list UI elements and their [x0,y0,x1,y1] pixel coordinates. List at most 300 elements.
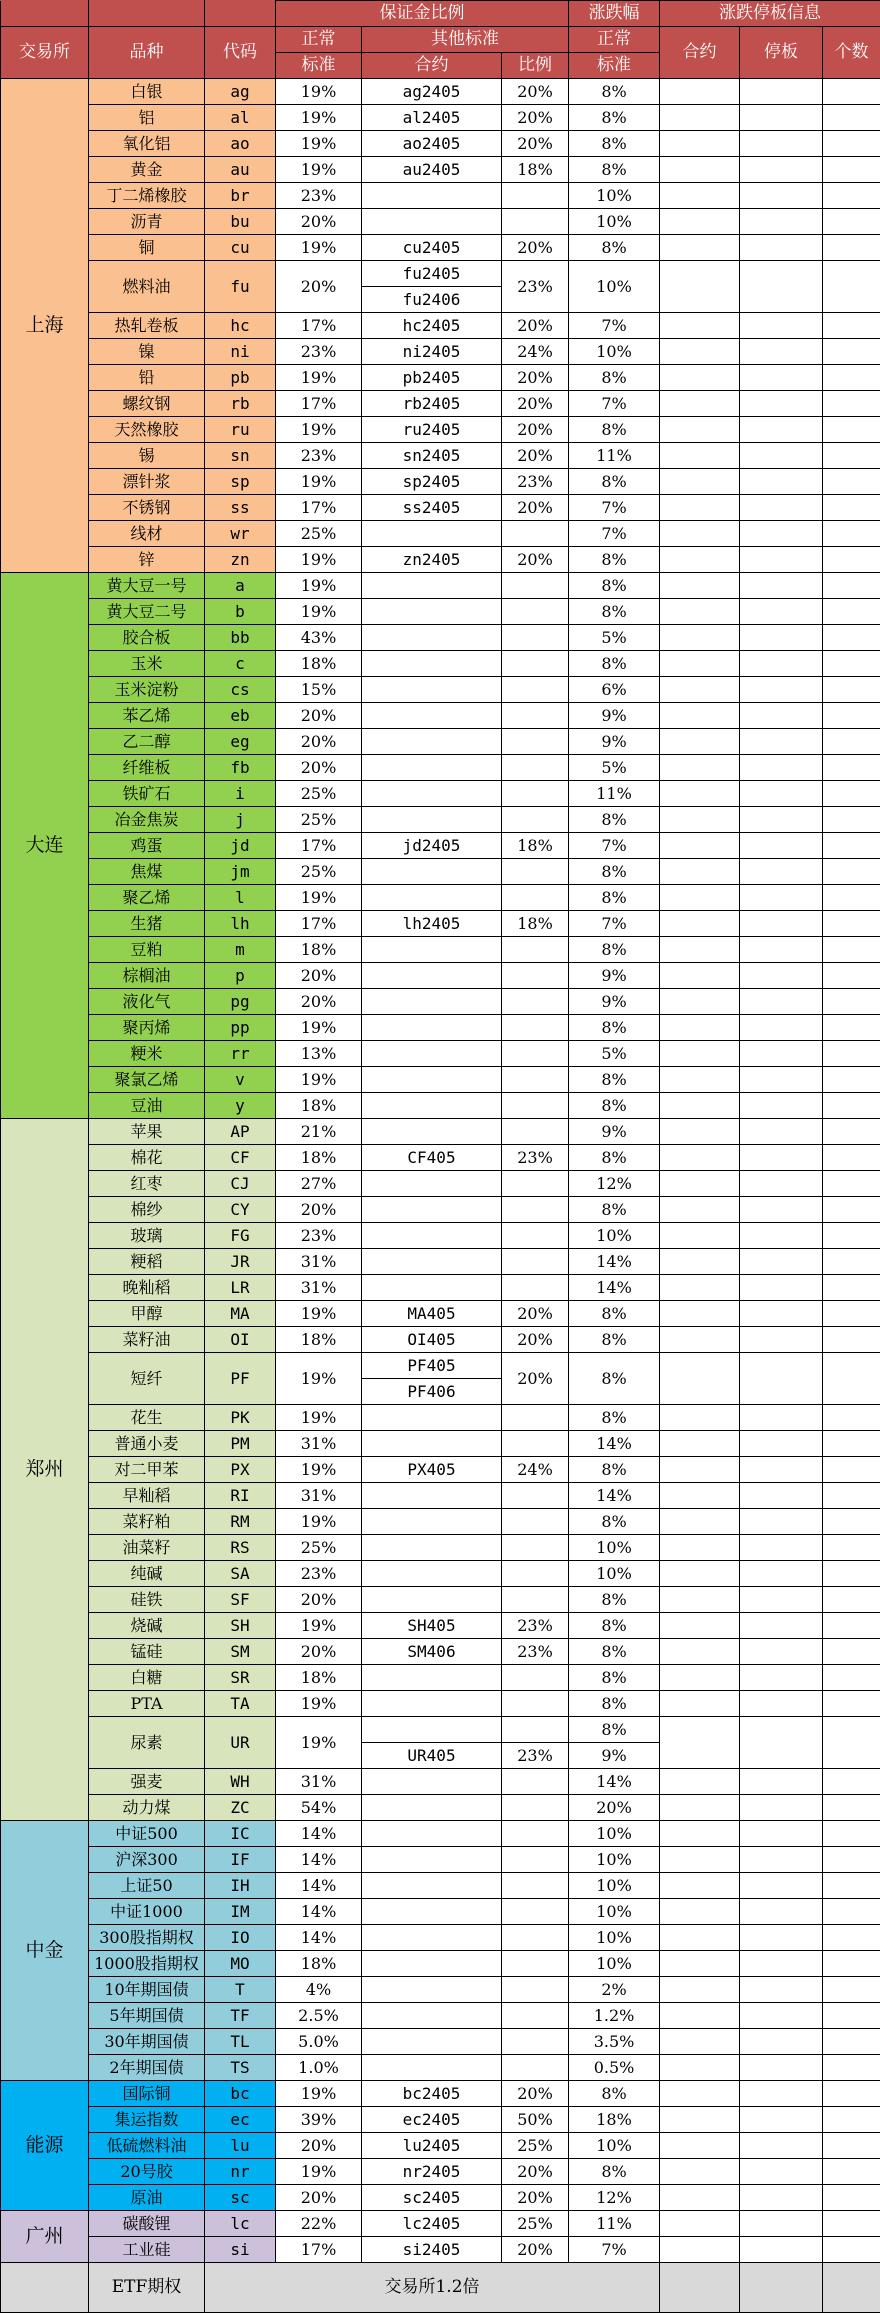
contract-cell [362,599,502,625]
ratio-cell [502,937,569,963]
info-count-cell [823,1197,880,1223]
code-cell: pp [205,1015,276,1041]
info-contract-cell [660,573,740,599]
header-limit-info-group: 涨跌停板信息 [660,1,880,27]
ratio-cell [502,573,569,599]
ratio-cell [502,781,569,807]
code-cell: MO [205,1951,276,1977]
limit-cell: 0.5% [569,2055,660,2081]
code-cell: eb [205,703,276,729]
margin-standard-cell: 23% [276,443,362,469]
info-limit-cell [740,2055,823,2081]
variety-cell: 热轧卷板 [89,313,205,339]
margin-standard-cell: 31% [276,1483,362,1509]
margin-standard-cell: 19% [276,573,362,599]
info-limit-cell [740,2185,823,2211]
code-cell: i [205,781,276,807]
contract-cell: lh2405 [362,911,502,937]
code-cell: jm [205,859,276,885]
table-row [1,2107,880,2133]
code-cell: sp [205,469,276,495]
info-count-cell [823,1353,880,1405]
info-contract-cell [660,2003,740,2029]
variety-cell: PTA [89,1691,205,1717]
info-count-cell [823,1405,880,1431]
variety-cell: 铅 [89,365,205,391]
code-cell: lu [205,2133,276,2159]
ratio-cell [502,2003,569,2029]
margin-standard-cell: 25% [276,807,362,833]
info-count-cell [823,1977,880,2003]
variety-cell: 黄大豆一号 [89,573,205,599]
limit-cell: 8% [569,599,660,625]
info-contract-cell [660,313,740,339]
margin-standard-cell: 31% [276,1431,362,1457]
info-count-cell [823,2029,880,2055]
variety-cell: 棉花 [89,1145,205,1171]
limit-cell: 10% [569,1899,660,1925]
table-row [1,2003,880,2029]
info-limit-cell [740,1509,823,1535]
ratio-cell [502,1873,569,1899]
info-limit-cell [740,573,823,599]
info-limit-cell [740,703,823,729]
info-contract-cell [660,157,740,183]
limit-cell: 8% [569,1405,660,1431]
table-row [1,1119,880,1145]
limit-cell: 8% [569,1639,660,1665]
variety-cell: 玉米淀粉 [89,677,205,703]
contract-cell [362,1067,502,1093]
contract-cell: cu2405 [362,235,502,261]
info-contract-cell [660,2133,740,2159]
table-row [1,2029,880,2055]
contract-cell [362,1769,502,1795]
info-limit-cell [740,2029,823,2055]
info-count-cell [823,963,880,989]
ratio-cell: 25% [502,2133,569,2159]
code-cell: jd [205,833,276,859]
contract-cell: al2405 [362,105,502,131]
info-limit-cell [740,1873,823,1899]
info-count-cell [823,1821,880,1847]
info-count-cell [823,1639,880,1665]
code-cell: FG [205,1223,276,1249]
limit-cell: 12% [569,1171,660,1197]
table-row [1,885,880,911]
table-body [1,79,880,2263]
info-count-cell [823,1145,880,1171]
limit-cell: 8% [569,1353,660,1405]
variety-cell: 不锈钢 [89,495,205,521]
header-code: 代码 [205,27,276,79]
variety-cell: 晚籼稻 [89,1275,205,1301]
limit-cell: 8% [569,235,660,261]
code-cell: OI [205,1327,276,1353]
contract-cell [362,1249,502,1275]
info-contract-cell [660,599,740,625]
limit-cell: 10% [569,2133,660,2159]
contract-cell [362,1041,502,1067]
contract-cell [362,1223,502,1249]
ratio-cell [502,183,569,209]
info-count-cell [823,729,880,755]
variety-cell: 锌 [89,547,205,573]
info-count-cell [823,1067,880,1093]
contract-cell: UR405 [362,1743,502,1769]
info-contract-cell [660,1171,740,1197]
margin-standard-cell: 19% [276,1353,362,1405]
variety-cell: 苹果 [89,1119,205,1145]
margin-standard-cell: 22% [276,2211,362,2237]
variety-cell: 强麦 [89,1769,205,1795]
limit-cell: 11% [569,781,660,807]
margin-standard-cell: 39% [276,2107,362,2133]
info-contract-cell [660,2055,740,2081]
limit-cell: 18% [569,2107,660,2133]
contract-cell [362,2003,502,2029]
info-limit-cell [740,339,823,365]
limit-cell: 8% [569,1509,660,1535]
info-limit-cell [740,417,823,443]
info-contract-cell [660,1223,740,1249]
table-row [1,131,880,157]
info-count-cell [823,209,880,235]
table-row [1,1977,880,2003]
margin-standard-cell: 14% [276,1925,362,1951]
margin-standard-cell: 20% [276,729,362,755]
limit-cell: 8% [569,1665,660,1691]
header-limit-group: 涨跌幅 [569,1,660,27]
info-contract-cell [660,183,740,209]
code-cell: CJ [205,1171,276,1197]
table-row [1,573,880,599]
contract-cell: bc2405 [362,2081,502,2107]
contract-cell [362,573,502,599]
table-row [1,1067,880,1093]
table-row [1,1873,880,1899]
ratio-cell [502,885,569,911]
info-count-cell [823,131,880,157]
info-contract-cell [660,521,740,547]
contract-cell [362,1093,502,1119]
info-limit-cell [740,1795,823,1821]
code-cell: PM [205,1431,276,1457]
margin-standard-cell: 23% [276,1223,362,1249]
table-row [1,989,880,1015]
margin-standard-cell: 14% [276,1873,362,1899]
info-count-cell [823,937,880,963]
margin-standard-cell: 14% [276,1899,362,1925]
info-contract-cell [660,1769,740,1795]
variety-cell: 鸡蛋 [89,833,205,859]
info-limit-cell [740,261,823,313]
contract-cell [362,1275,502,1301]
info-limit-cell [740,157,823,183]
header-contract: 合约 [362,53,502,79]
info-count-cell [823,1691,880,1717]
code-cell: lc [205,2211,276,2237]
table-row [1,937,880,963]
variety-cell: 30年期国债 [89,2029,205,2055]
info-count-cell [823,1041,880,1067]
ratio-cell [502,1899,569,1925]
margin-standard-cell: 19% [276,105,362,131]
code-cell: PK [205,1405,276,1431]
table-row [1,261,880,287]
exchange-cell: 大连 [1,573,89,1119]
info-count-cell [823,2185,880,2211]
contract-cell [362,677,502,703]
info-limit-cell [740,1223,823,1249]
header-blank [1,1,89,27]
info-count-cell [823,1457,880,1483]
ratio-cell [502,677,569,703]
limit-cell: 10% [569,1925,660,1951]
code-cell: CF [205,1145,276,1171]
limit-cell: 14% [569,1483,660,1509]
code-cell: IM [205,1899,276,1925]
code-cell: ru [205,417,276,443]
info-count-cell [823,1015,880,1041]
info-count-cell [823,157,880,183]
margin-standard-cell: 25% [276,1535,362,1561]
ratio-cell: 20% [502,417,569,443]
ratio-cell [502,1821,569,1847]
table-row [1,1795,880,1821]
contract-cell: ec2405 [362,2107,502,2133]
info-contract-cell [660,1145,740,1171]
info-limit-cell [740,2237,823,2263]
limit-cell: 9% [569,989,660,1015]
table-row [1,1561,880,1587]
info-count-cell [823,365,880,391]
info-contract-cell [660,1457,740,1483]
header-exchange: 交易所 [1,27,89,79]
margin-standard-cell: 19% [276,131,362,157]
table-row [1,1145,880,1171]
info-count-cell [823,2081,880,2107]
variety-cell: 沪深300 [89,1847,205,1873]
variety-cell: 冶金焦炭 [89,807,205,833]
ratio-cell [502,1483,569,1509]
info-limit-cell [740,1639,823,1665]
contract-cell [362,781,502,807]
info-limit-cell [740,1613,823,1639]
info-count-cell [823,651,880,677]
code-cell: SH [205,1613,276,1639]
ratio-cell: 24% [502,339,569,365]
ratio-cell [502,521,569,547]
info-limit-cell [740,885,823,911]
table-row [1,1015,880,1041]
code-cell: LR [205,1275,276,1301]
limit-cell: 10% [569,1561,660,1587]
info-count-cell [823,339,880,365]
ratio-cell [502,1717,569,1743]
code-cell: au [205,157,276,183]
info-count-cell [823,1587,880,1613]
margin-standard-cell: 17% [276,833,362,859]
limit-cell: 9% [569,1743,660,1769]
info-limit-cell [740,1457,823,1483]
info-contract-cell [660,469,740,495]
variety-cell: 镍 [89,339,205,365]
table-row [1,1041,880,1067]
info-limit-cell [740,131,823,157]
limit-cell: 8% [569,2081,660,2107]
info-count-cell [823,1483,880,1509]
margin-standard-cell: 31% [276,1249,362,1275]
info-count-cell [823,417,880,443]
table-row [1,2185,880,2211]
margin-standard-cell: 27% [276,1171,362,1197]
table-row [1,1301,880,1327]
variety-cell: 油菜籽 [89,1535,205,1561]
code-cell: IH [205,1873,276,1899]
info-count-cell [823,2107,880,2133]
contract-cell [362,1847,502,1873]
info-limit-cell [740,1587,823,1613]
contract-cell [362,2029,502,2055]
ratio-cell: 20% [502,391,569,417]
contract-cell [362,1925,502,1951]
limit-cell: 11% [569,443,660,469]
ratio-cell [502,963,569,989]
limit-cell: 8% [569,1093,660,1119]
code-cell: SM [205,1639,276,1665]
variety-cell: 20号胶 [89,2159,205,2185]
info-contract-cell [660,1093,740,1119]
footer-label: ETF期权 [89,2263,205,2313]
table-row [1,1171,880,1197]
margin-standard-cell: 43% [276,625,362,651]
exchange-cell: 广州 [1,2211,89,2263]
contract-cell [362,183,502,209]
variety-cell: 铜 [89,235,205,261]
info-limit-cell [740,1925,823,1951]
table-row [1,1483,880,1509]
variety-cell: 纤维板 [89,755,205,781]
contract-cell: ni2405 [362,339,502,365]
ratio-cell [502,599,569,625]
code-cell: sn [205,443,276,469]
variety-cell: 棕榈油 [89,963,205,989]
info-contract-cell [660,729,740,755]
exchange-cell: 中金 [1,1821,89,2081]
margin-standard-cell: 17% [276,313,362,339]
contract-cell: ao2405 [362,131,502,157]
code-cell: fb [205,755,276,781]
info-contract-cell [660,2185,740,2211]
info-contract-cell [660,1691,740,1717]
contract-cell: nr2405 [362,2159,502,2185]
code-cell: al [205,105,276,131]
header-margin-group: 保证金比例 [276,1,569,27]
limit-cell: 7% [569,391,660,417]
contract-cell [362,1977,502,2003]
ratio-cell: 20% [502,1301,569,1327]
footer-blank [660,2263,740,2313]
limit-cell: 7% [569,911,660,937]
ratio-cell [502,1067,569,1093]
contract-cell: ru2405 [362,417,502,443]
table-row [1,391,880,417]
margin-standard-cell: 19% [276,79,362,105]
code-cell: v [205,1067,276,1093]
limit-cell: 8% [569,1457,660,1483]
info-contract-cell [660,1275,740,1301]
info-contract-cell [660,1899,740,1925]
info-limit-cell [740,1769,823,1795]
contract-cell [362,1665,502,1691]
ratio-cell [502,2055,569,2081]
variety-cell: 10年期国债 [89,1977,205,2003]
margin-standard-cell: 18% [276,1145,362,1171]
ratio-cell: 20% [502,131,569,157]
code-cell: hc [205,313,276,339]
variety-cell: 工业硅 [89,2237,205,2263]
code-cell: MA [205,1301,276,1327]
code-cell: pg [205,989,276,1015]
info-contract-cell [660,2081,740,2107]
code-cell: br [205,183,276,209]
variety-cell: 原油 [89,2185,205,2211]
ratio-cell: 20% [502,2081,569,2107]
margin-standard-cell: 20% [276,1197,362,1223]
variety-cell: 2年期国债 [89,2055,205,2081]
ratio-cell: 50% [502,2107,569,2133]
info-contract-cell [660,963,740,989]
table-row [1,339,880,365]
footer-blank [740,2263,823,2313]
info-contract-cell [660,859,740,885]
header-ratio: 比例 [502,53,569,79]
contract-cell [362,703,502,729]
info-count-cell [823,1847,880,1873]
contract-cell: sp2405 [362,469,502,495]
limit-cell: 14% [569,1431,660,1457]
code-cell: cs [205,677,276,703]
info-contract-cell [660,1587,740,1613]
limit-cell: 10% [569,183,660,209]
limit-cell: 9% [569,963,660,989]
ratio-cell [502,1509,569,1535]
variety-cell: 中证1000 [89,1899,205,1925]
contract-cell [362,1119,502,1145]
margin-standard-cell: 31% [276,1275,362,1301]
info-count-cell [823,2211,880,2237]
info-limit-cell [740,2133,823,2159]
margin-standard-cell: 18% [276,651,362,677]
table-row [1,1223,880,1249]
contract-cell [362,1405,502,1431]
table-row [1,183,880,209]
limit-cell: 14% [569,1769,660,1795]
ratio-cell [502,1847,569,1873]
info-limit-cell [740,1821,823,1847]
ratio-cell [502,1015,569,1041]
limit-cell: 8% [569,651,660,677]
info-count-cell [823,885,880,911]
table-row [1,313,880,339]
variety-cell: 普通小麦 [89,1431,205,1457]
limit-cell: 10% [569,339,660,365]
variety-cell: 铁矿石 [89,781,205,807]
code-cell: rr [205,1041,276,1067]
info-contract-cell [660,989,740,1015]
ratio-cell [502,703,569,729]
